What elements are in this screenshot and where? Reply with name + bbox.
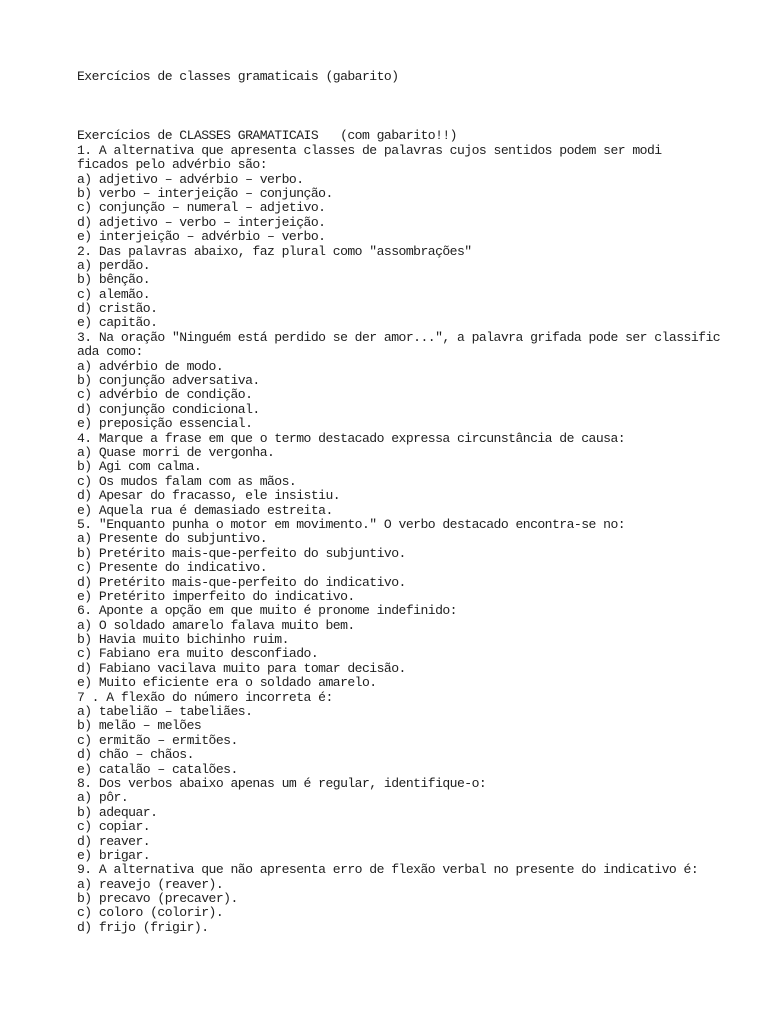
text-line: 7 . A flexão do número incorreta é:	[77, 689, 333, 705]
text-line: d) cristão.	[77, 301, 158, 317]
text-line: e) interjeição – advérbio – verbo.	[77, 229, 326, 245]
document-body	[77, 129, 762, 935]
document-title: Exercícios de classes gramaticais (gabarito)	[77, 69, 399, 84]
text-line: b) bênção.	[77, 272, 151, 288]
text-line: d) Fabiano vacilava muito para tomar decisão.	[77, 660, 406, 676]
text-line: e) Muito eficiente era o soldado amarelo.	[77, 675, 377, 691]
text-line: e) Pretérito imperfeito do indicativo.	[77, 588, 355, 604]
text-line: c) conjunção – numeral – adjetivo.	[77, 200, 326, 216]
text-line: a) O soldado amarelo falava muito bem.	[77, 617, 355, 633]
text-line: ficados pelo advérbio são:	[77, 157, 267, 173]
text-line: b) precavo (precaver).	[77, 891, 238, 907]
text-line: b) conjunção adversativa.	[77, 373, 260, 389]
text-line: 5. "Enquanto punha o motor em movimento." O verbo destacado encontra-se no:	[77, 516, 626, 532]
text-line: c) alemão.	[77, 286, 151, 302]
text-line: b) Agi com calma.	[77, 459, 202, 475]
text-line: 2. Das palavras abaixo, faz plural como "assombrações"	[77, 243, 472, 259]
text-line: a) perdão.	[77, 257, 151, 273]
text-line: a) Presente do subjuntivo.	[77, 531, 267, 547]
text-line: d) Pretérito mais-que-perfeito do indicativo.	[77, 574, 406, 590]
text-line: a) Quase morri de vergonha.	[77, 444, 275, 460]
text-line: e) brigar.	[77, 847, 151, 863]
text-line: 3. Na oração "Ninguém está perdido se der amor...", a palavra grifada pode ser classific	[77, 329, 721, 345]
text-line: a) tabelião – tabeliães.	[77, 704, 253, 720]
text-line: e) capitão.	[77, 315, 158, 331]
text-line: d) chão – chãos.	[77, 747, 194, 763]
text-line: a) advérbio de modo.	[77, 358, 224, 374]
text-line: a) reavejo (reaver).	[77, 876, 224, 892]
text-line: e) preposição essencial.	[77, 416, 253, 432]
text-line: e) Aquela rua é demasiado estreita.	[77, 502, 333, 518]
text-line: b) Havia muito bichinho ruim.	[77, 632, 289, 648]
text-line: b) verbo – interjeição – conjunção.	[77, 185, 333, 201]
text-line: c) copiar.	[77, 819, 151, 835]
text-line: d) Apesar do fracasso, ele insistiu.	[77, 488, 341, 504]
text-line: Exercícios de CLASSES GRAMATICAIS (com gabarito!!)	[77, 128, 457, 144]
text-line: c) advérbio de condição.	[77, 387, 253, 403]
text-line: d) reaver.	[77, 833, 151, 849]
text-line: c) Os mudos falam com as mãos.	[77, 473, 297, 489]
text-line: d) conjunção condicional.	[77, 401, 260, 417]
text-line: b) Pretérito mais-que-perfeito do subjuntivo.	[77, 545, 406, 561]
text-line: 4. Marque a frase em que o termo destacado expressa circunstância de causa:	[77, 430, 626, 446]
text-line: 8. Dos verbos abaixo apenas um é regular, identifique-o:	[77, 775, 487, 791]
text-line: e) catalão – catalões.	[77, 761, 238, 777]
text-line: b) adequar.	[77, 804, 158, 820]
text-line: 9. A alternativa que não apresenta erro de flexão verbal no presente do indicativo é:	[77, 862, 699, 878]
text-line: a) adjetivo – advérbio – verbo.	[77, 171, 304, 187]
text-line: c) ermitão – ermitões.	[77, 732, 238, 748]
text-line: c) Presente do indicativo.	[77, 560, 267, 576]
text-line: ada como:	[77, 344, 143, 360]
text-line: c) Fabiano era muito desconfiado.	[77, 646, 319, 662]
document-page	[77, 70, 762, 935]
text-line: c) coloro (colorir).	[77, 905, 224, 921]
text-line: d) adjetivo – verbo – interjeição.	[77, 214, 326, 230]
text-line: 1. A alternativa que apresenta classes de palavras cujos sentidos podem ser modi	[77, 142, 662, 158]
text-line: b) melão – melões	[77, 718, 202, 734]
text-line: 6. Aponte a opção em que muito é pronome indefinido:	[77, 603, 457, 619]
text-line: a) pôr.	[77, 790, 129, 806]
text-line: d) frijo (frigir).	[77, 919, 209, 935]
